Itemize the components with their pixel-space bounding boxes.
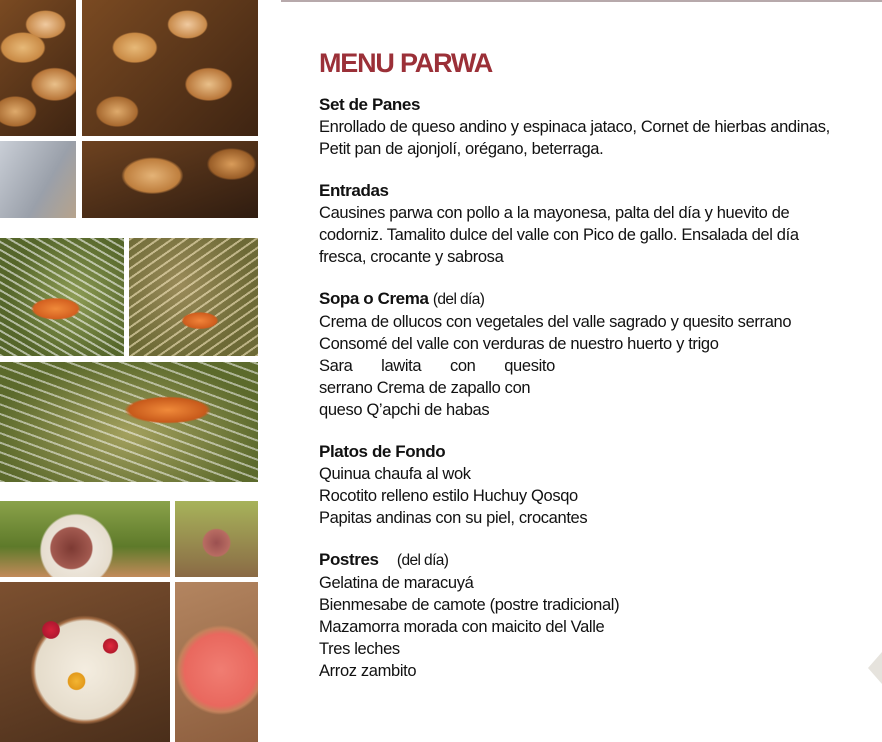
top-divider bbox=[281, 0, 882, 2]
dessert-photo-1 bbox=[0, 501, 170, 577]
menu-line: Gelatina de maracuyá bbox=[319, 574, 474, 592]
bread-photo-3 bbox=[0, 141, 76, 218]
menu-line: serrano Crema de zapallo con bbox=[319, 379, 531, 397]
section-heading bbox=[319, 94, 879, 116]
dessert-photo-4 bbox=[175, 582, 258, 742]
menu-word: Sara bbox=[319, 357, 353, 375]
section-heading-text: Entradas bbox=[319, 181, 389, 200]
bread-photo-4 bbox=[82, 141, 258, 218]
section-heading bbox=[319, 288, 879, 311]
menu-line: Arroz zambito bbox=[319, 662, 417, 680]
bread-photo-2 bbox=[82, 0, 258, 136]
menu-line: Causines parwa con pollo a la mayonesa, palta del día y huevito de bbox=[319, 204, 790, 222]
menu-line: Tres leches bbox=[319, 640, 400, 658]
bread-photo-1 bbox=[0, 0, 76, 136]
section-entradas bbox=[319, 180, 879, 268]
menu-line: Crema de ollucos con vegetales del valle sagrado y quesito serrano bbox=[319, 313, 792, 331]
section-note: (del día) bbox=[396, 552, 449, 569]
menu-line: Papitas andinas con su piel, crocantes bbox=[319, 509, 588, 527]
salad-photo-1 bbox=[0, 238, 124, 356]
section-heading bbox=[319, 180, 879, 202]
section-heading-text: Set de Panes bbox=[319, 95, 421, 114]
section-heading-text: Platos de Fondo bbox=[319, 442, 446, 461]
section-heading bbox=[319, 549, 879, 572]
menu-content bbox=[319, 46, 879, 702]
menu-word: lawita bbox=[381, 357, 422, 375]
salad-photo-3 bbox=[0, 362, 258, 482]
section-heading-text: Postres bbox=[319, 550, 379, 569]
menu-word: quesito bbox=[504, 357, 555, 375]
section-sopa-o-crema bbox=[319, 288, 879, 421]
menu-line: Mazamorra morada con maicito del Valle bbox=[319, 618, 605, 636]
menu-title: MENU PARWA bbox=[319, 48, 493, 78]
section-heading bbox=[319, 441, 879, 463]
section-set-de-panes bbox=[319, 94, 879, 160]
menu-line: fresca, crocante y sabrosa bbox=[319, 248, 504, 266]
section-platos-de-fondo bbox=[319, 441, 879, 529]
menu-line: Petit pan de ajonjolí, orégano, beterraga. bbox=[319, 140, 604, 158]
menu-line: codorniz. Tamalito dulce del valle con Pico de gallo. Ensalada del día bbox=[319, 226, 799, 244]
menu-line-justified bbox=[319, 355, 555, 377]
dessert-photo-2 bbox=[175, 501, 258, 577]
section-note: (del día) bbox=[432, 291, 485, 308]
salad-photo-2 bbox=[129, 238, 258, 356]
section-postres bbox=[319, 549, 879, 682]
menu-line: Bienmesabe de camote (postre tradicional) bbox=[319, 596, 620, 614]
menu-line: Enrollado de queso andino y espinaca jataco, Cornet de hierbas andinas, bbox=[319, 118, 830, 136]
menu-line: Consomé del valle con verduras de nuestro huerto y trigo bbox=[319, 335, 719, 353]
menu-line: Rocotito relleno estilo Huchuy Qosqo bbox=[319, 487, 578, 505]
menu-line: queso Q’apchi de habas bbox=[319, 401, 490, 419]
section-heading-text: Sopa o Crema bbox=[319, 289, 429, 308]
page-curl-decoration bbox=[868, 652, 882, 684]
menu-word: con bbox=[449, 357, 476, 375]
menu-line: Quinua chaufa al wok bbox=[319, 465, 471, 483]
dessert-photo-3 bbox=[0, 582, 170, 742]
